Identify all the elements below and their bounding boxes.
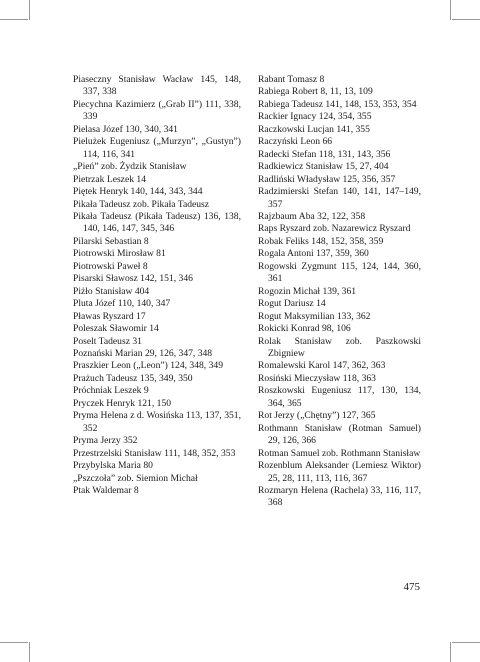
index-entry: Pryczek Henryk 121, 150 — [73, 397, 172, 409]
index-entry: Pikała Tadeusz zob. Pikała Tadeusz — [73, 198, 210, 210]
index-entry: Przestrzelski Stanisław 111, 148, 352, 353 — [73, 447, 236, 459]
index-entry: Pilarski Sebastian 8 — [73, 235, 149, 247]
index-entry: Robak Feliks 148, 152, 358, 359 — [258, 235, 384, 247]
index-entry: Pikała Tadeusz (Pikała Tadeusz) 136, 138, 140, 146, 147, 345, 346 — [73, 210, 241, 235]
index-entry: Raczkowski Lucjan 141, 355 — [258, 123, 370, 135]
index-entry: Rabiega Tadeusz 141, 148, 153, 353, 354 — [258, 98, 417, 110]
index-entry: Rothmann Stanisław (Rotman Samuel) 29, 126, 366 — [258, 422, 421, 447]
crop-mark-top-right-h — [452, 19, 480, 20]
index-entry: Pielasa Józef 130, 340, 341 — [73, 123, 178, 135]
index-entry: Pietrzak Leszek 14 — [73, 173, 146, 185]
index-entry: Radecki Stefan 118, 131, 143, 356 — [258, 148, 391, 160]
index-entry: Rozenblum Aleksander (Lemiesz Wiktor) 25, 28, 111, 113, 116, 367 — [258, 460, 421, 484]
index-entry: Rabiega Robert 8, 11, 13, 109 — [258, 86, 373, 98]
index-entry: Piętek Henryk 140, 144, 343, 344 — [73, 186, 203, 198]
index-entry: Przybylska Maria 80 — [73, 460, 153, 472]
index-entry: Rogala Antoni 137, 359, 360 — [258, 248, 369, 260]
crop-mark-bottom-right-v — [450, 642, 451, 662]
index-entry: Pławas Ryszard 17 — [73, 310, 146, 322]
index-entry: Rogowski Zygmunt 115, 124, 144, 360, 361 — [258, 260, 421, 285]
index-entry: Prażuch Tadeusz 135, 349, 350 — [73, 372, 193, 384]
index-entry: Radzimierski Stefan 140, 141, 147–149, 357 — [258, 186, 421, 210]
index-entry: Radliński Władysław 125, 356, 357 — [258, 173, 396, 185]
index-entry: Piecychna Kazimierz („Grab II”) 111, 338, 339 — [73, 98, 241, 123]
index-entry: Piotrowski Mirosław 81 — [73, 248, 166, 260]
page-number: 475 — [403, 581, 420, 593]
index-entry: Rabant Tomasz 8 — [258, 74, 325, 85]
index-entry: Poznański Marian 29, 126, 347, 348 — [73, 347, 213, 359]
index-entry: Rokicki Konrad 98, 106 — [258, 323, 351, 335]
index-entry: Ptak Waldemar 8 — [73, 484, 139, 496]
index-column-left — [73, 74, 241, 497]
index-entry: Pryma Jerzy 352 — [73, 435, 138, 447]
index-entry: Rajzbaum Aba 32, 122, 358 — [258, 210, 366, 222]
index-entry: Rogut Dariusz 14 — [258, 298, 326, 310]
index-entry: Rolak Stanisław zob. Paszkowski Zbigniew — [258, 335, 421, 359]
index-entry: Pluta Józef 110, 140, 347 — [73, 298, 171, 310]
index-entry: Rotman Samuel zob. Rothmann Stanisław — [258, 447, 421, 459]
index-entry: Próchniak Leszek 9 — [73, 385, 149, 397]
index-entry: Pisarski Sławosz 142, 151, 346 — [73, 273, 193, 285]
index-column-right — [258, 74, 421, 510]
crop-mark-bottom-left-h — [0, 642, 28, 643]
index-entry: Rosiński Mieczysław 118, 363 — [258, 372, 376, 384]
index-entry: Piżło Stanisław 404 — [73, 285, 150, 297]
crop-mark-top-left-h — [0, 19, 28, 20]
crop-mark-top-right-v — [450, 0, 451, 20]
index-entry: Piotrowski Paweł 8 — [73, 260, 148, 272]
index-entry: Raczyński Leon 66 — [258, 136, 333, 148]
index-entry: Radkiewicz Stanisław 15, 27, 404 — [258, 161, 389, 173]
index-entry: Rot Jerzy („Chętny”) 127, 365 — [258, 410, 376, 422]
index-entry: Praszkier Leon („Leon”) 124, 348, 349 — [73, 360, 223, 372]
index-entry: Rackier Ignacy 124, 354, 355 — [258, 111, 372, 123]
index-entry: Pryma Helena z d. Wosińska 113, 137, 351, 352 — [73, 410, 241, 434]
crop-mark-top-left-v — [29, 0, 30, 20]
index-entry: Poleszak Sławomir 14 — [73, 323, 159, 335]
index-entry: Piaseczny Stanisław Wacław 145, 148, 337, 338 — [73, 74, 241, 98]
crop-mark-bottom-right-h — [452, 642, 480, 643]
index-entry: Pielużek Eugeniusz („Murzyn”, „Gustyn”) 114, 116, 341 — [73, 136, 241, 160]
index-entry: Poselt Tadeusz 31 — [73, 335, 142, 347]
index-entry: „Pszczoła” zob. Siemion Michał — [73, 472, 198, 484]
index-entry: Roszkowski Eugeniusz 117, 130, 134, 364, 365 — [258, 385, 421, 409]
index-entry: Rozmaryn Helena (Rachela) 33, 116, 117, 368 — [258, 484, 421, 509]
index-entry: „Pień” zob. Żydzik Stanisław — [73, 161, 187, 173]
index-entry: Raps Ryszard zob. Nazarewicz Ryszard — [258, 223, 411, 235]
index-entry: Romalewski Karol 147, 362, 363 — [258, 360, 386, 372]
crop-mark-bottom-left-v — [29, 642, 30, 662]
index-entry: Rogozin Michał 139, 361 — [258, 285, 357, 297]
index-entry: Rogut Maksymilian 133, 362 — [258, 310, 371, 322]
